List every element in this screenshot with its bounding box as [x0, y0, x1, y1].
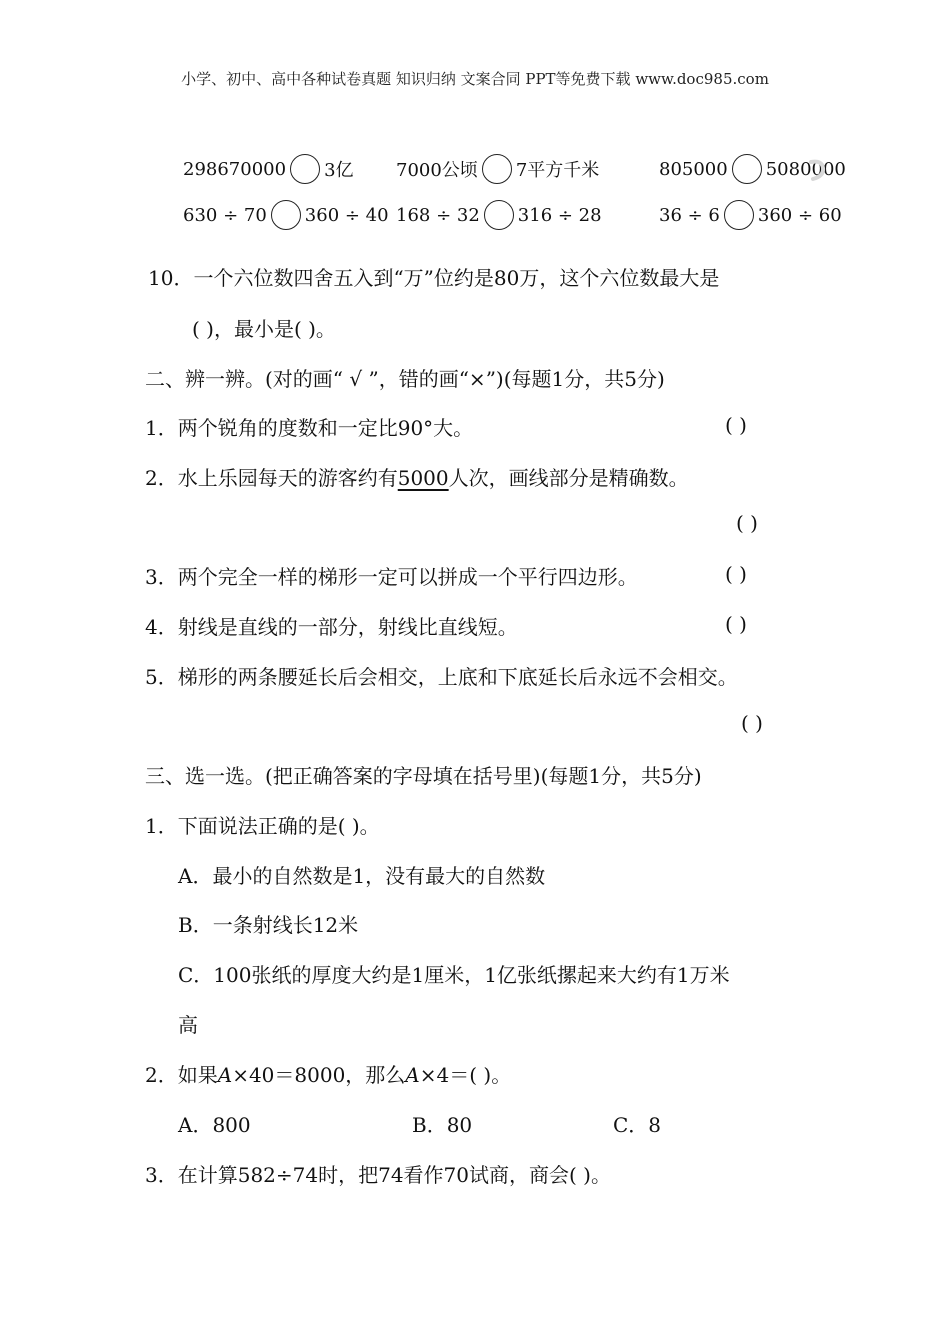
compare-circle[interactable] — [271, 200, 301, 230]
compare-right: 7平方千米 — [515, 160, 600, 181]
s3-q2-option-b: B．80 — [412, 1113, 473, 1137]
s3-q2-pre: 2．如果 — [145, 1063, 218, 1087]
compare-item-2 — [396, 154, 599, 184]
compare-item-4 — [183, 200, 389, 230]
s2-item-3: 3．两个完全一样的梯形一定可以拼成一个平行四边形。 — [145, 565, 638, 589]
s2-item-1: 1．两个锐角的度数和一定比90°大。 — [145, 416, 474, 440]
answer-paren[interactable]: ( ) — [725, 413, 747, 437]
s3-q2-post: ×4＝( )。 — [419, 1063, 512, 1087]
answer-paren[interactable]: ( ) — [736, 511, 758, 535]
s2-item-2-pre: 2．水上乐园每天的游客约有 — [145, 466, 398, 490]
underlined-number: 5000 — [397, 466, 449, 490]
answer-paren[interactable]: ( ) — [741, 711, 763, 735]
s2-item-2-post: 人次，画线部分是精确数。 — [448, 466, 689, 490]
s3-q2-mid: ×40＝8000，那么 — [232, 1063, 406, 1087]
compare-circle[interactable] — [724, 200, 754, 230]
compare-right: 5080000 — [765, 158, 846, 180]
section2-title: 二、辨一辨。(对的画“ √ ”，错的画“×”)(每题1分，共5分) — [145, 367, 665, 391]
compare-circle[interactable] — [484, 200, 514, 230]
compare-left: 7000公顷 — [396, 160, 478, 181]
section3-title: 三、选一选。(把正确答案的字母填在括号里)(每题1分，共5分) — [145, 764, 702, 788]
s3-q1-option-b: B．一条射线长12米 — [178, 913, 359, 937]
s2-item-5: 5．梯形的两条腰延长后会相交，上底和下底延长后永远不会相交。 — [145, 665, 738, 689]
s3-q2-option-c: C．8 — [613, 1113, 662, 1137]
s3-q1-option-c-cont: 高 — [178, 1013, 198, 1037]
s3-q2-stem — [145, 1059, 511, 1088]
compare-left: 298670000 — [183, 158, 287, 180]
s3-q1-option-a: A．最小的自然数是1，没有最大的自然数 — [178, 864, 546, 888]
compare-item-5 — [396, 200, 602, 230]
s2-item-2 — [145, 462, 689, 491]
compare-right: 316 ÷ 28 — [517, 204, 602, 226]
compare-item-6 — [659, 200, 842, 230]
watermark-mark-icon — [808, 158, 826, 182]
q10-line2: ( )，最小是( )。 — [192, 317, 336, 341]
s3-q2-option-a: A．800 — [178, 1113, 251, 1137]
page-header: 小学、初中、高中各种试卷真题 知识归纳 文案合同 PPT等免费下载 www.doc985.com — [181, 70, 769, 88]
variable-a: A — [217, 1063, 233, 1087]
s3-q1-stem: 1．下面说法正确的是( )。 — [145, 814, 380, 838]
compare-circle[interactable] — [482, 154, 512, 184]
compare-right: 360 ÷ 60 — [757, 204, 842, 226]
compare-right: 3亿 — [324, 160, 354, 181]
compare-circle[interactable] — [732, 154, 762, 184]
s3-q3-stem: 3．在计算582÷74时，把74看作70试商，商会( )。 — [145, 1163, 611, 1187]
answer-paren[interactable]: ( ) — [725, 562, 747, 586]
compare-right: 360 ÷ 40 — [304, 204, 389, 226]
compare-item-1 — [183, 154, 354, 184]
s3-q1-option-c: C．100张纸的厚度大约是1厘米，1亿张纸摞起来大约有1万米 — [178, 963, 730, 987]
compare-left: 168 ÷ 32 — [396, 204, 480, 226]
s2-item-4: 4．射线是直线的一部分，射线比直线短。 — [145, 615, 518, 639]
q10-line1: 10．一个六位数四舍五入到“万”位约是80万，这个六位数最大是 — [148, 266, 720, 290]
variable-a: A — [405, 1063, 420, 1087]
answer-paren[interactable]: ( ) — [725, 612, 747, 636]
compare-left: 36 ÷ 6 — [659, 204, 720, 226]
compare-left: 630 ÷ 70 — [183, 204, 267, 226]
compare-left: 805000 — [659, 158, 728, 180]
compare-circle[interactable] — [290, 154, 320, 184]
